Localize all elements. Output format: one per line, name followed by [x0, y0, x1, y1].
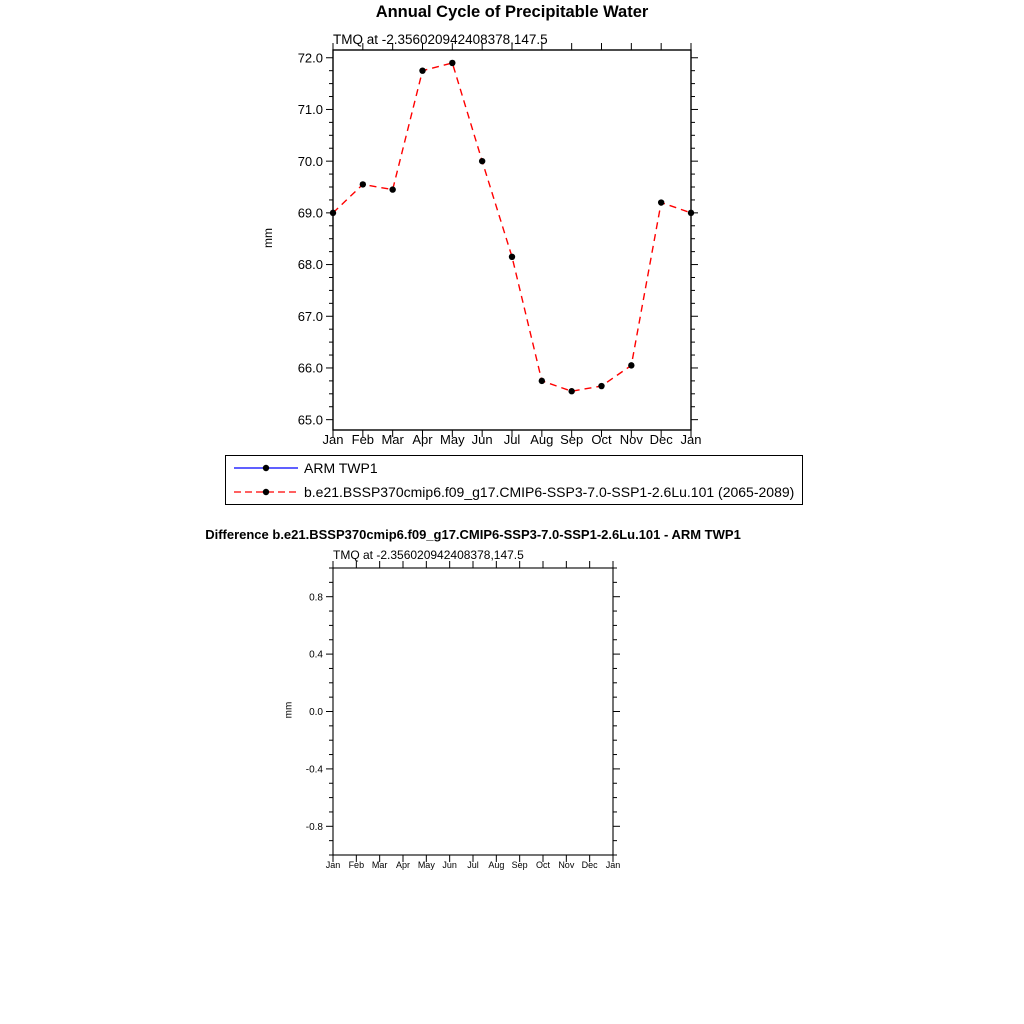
svg-text:Dec: Dec — [649, 432, 673, 447]
svg-text:Jan: Jan — [325, 860, 341, 870]
svg-text:Jun: Jun — [471, 432, 493, 447]
svg-text:Jul: Jul — [467, 860, 479, 870]
main-title: Annual Cycle of Precipitable Water — [375, 3, 649, 21]
difference-chart-title: Difference b.e21.BSSP370cmip6.f09_g17.CMIP6-SSP3-7.0-SSP1-2.6Lu.101 - ARM TWP1 — [205, 527, 741, 542]
svg-text:Aug: Aug — [530, 432, 554, 447]
legend — [225, 455, 803, 505]
svg-text:-0.8: -0.8 — [305, 821, 323, 833]
svg-text:May: May — [440, 432, 465, 447]
svg-text:-0.4: -0.4 — [305, 764, 323, 776]
svg-text:Sep: Sep — [511, 860, 528, 870]
svg-text:Mar: Mar — [371, 860, 388, 870]
difference-chart-y-axis-label: mm — [283, 701, 295, 719]
svg-text:0.8: 0.8 — [309, 592, 323, 604]
legend-solid-line-sample — [231, 458, 301, 478]
svg-text:67.0: 67.0 — [297, 308, 323, 324]
svg-text:Dec: Dec — [581, 860, 598, 870]
legend-label-arm-twp1: ARM TWP1 — [304, 460, 378, 476]
legend-item-model — [231, 480, 802, 504]
legend-item-obs — [231, 456, 802, 480]
svg-text:Jan: Jan — [680, 432, 702, 447]
svg-text:Sep: Sep — [560, 432, 584, 447]
svg-text:Apr: Apr — [412, 432, 433, 447]
svg-text:65.0: 65.0 — [297, 412, 323, 428]
svg-text:Apr: Apr — [395, 860, 411, 870]
difference-chart-plot — [285, 556, 633, 885]
svg-text:68.0: 68.0 — [297, 257, 323, 273]
svg-text:66.0: 66.0 — [297, 360, 323, 376]
svg-text:Jan: Jan — [322, 432, 344, 447]
svg-text:Jan: Jan — [605, 860, 621, 870]
svg-text:0.4: 0.4 — [309, 649, 323, 661]
svg-text:71.0: 71.0 — [297, 102, 323, 118]
svg-text:69.0: 69.0 — [297, 205, 323, 221]
legend-label-model-run: b.e21.BSSP370cmip6.f09_g17.CMIP6-SSP3-7.0-SSP1-2.6Lu.101 (2065-2089) — [304, 484, 795, 500]
top-chart-plot — [280, 34, 715, 466]
svg-text:Aug: Aug — [488, 860, 505, 870]
top-chart-y-axis-label: mm — [261, 228, 275, 248]
svg-text:Jun: Jun — [442, 860, 457, 870]
svg-text:Feb: Feb — [351, 432, 375, 447]
svg-text:Feb: Feb — [348, 860, 365, 870]
svg-text:May: May — [417, 860, 435, 870]
svg-text:70.0: 70.0 — [297, 153, 323, 169]
legend-dashed-line-sample — [231, 482, 301, 502]
svg-text:Oct: Oct — [591, 432, 612, 447]
svg-text:72.0: 72.0 — [297, 50, 323, 66]
svg-text:Mar: Mar — [381, 432, 404, 447]
svg-text:Nov: Nov — [558, 860, 575, 870]
svg-text:0.0: 0.0 — [309, 707, 323, 719]
svg-text:Oct: Oct — [535, 860, 551, 870]
svg-text:Jul: Jul — [503, 432, 521, 447]
svg-text:Nov: Nov — [619, 432, 643, 447]
top-chart-subtitle: TMQ at -2.356020942408378,147.5 — [333, 32, 548, 47]
difference-chart-subtitle: TMQ at -2.356020942408378,147.5 — [333, 548, 524, 562]
